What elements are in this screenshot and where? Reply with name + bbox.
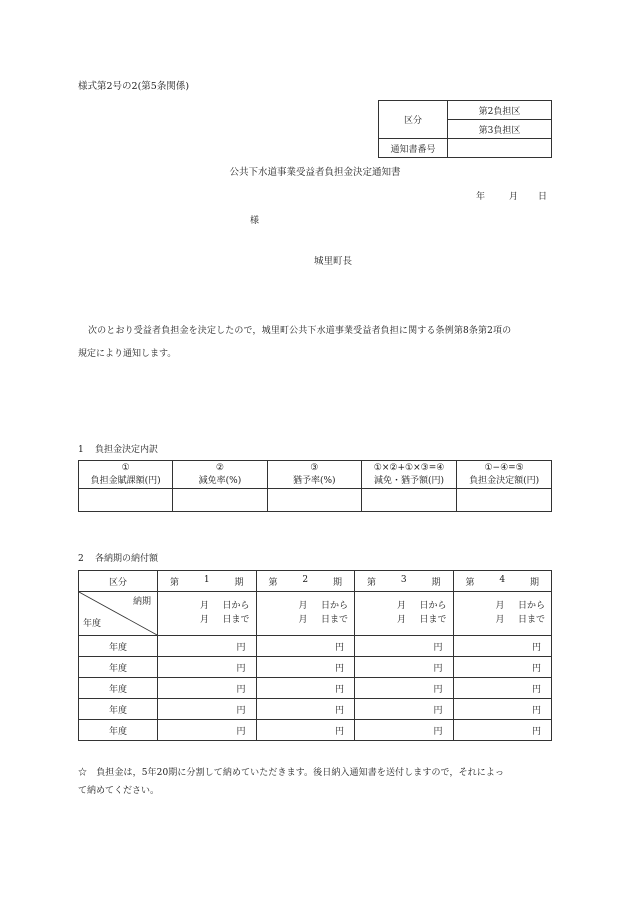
kubun-box [378,100,552,158]
kubun-header: 区分 [79,571,158,592]
yen-cell: 円 [355,678,454,699]
section2-number: 2 [78,554,84,564]
zone-3-label: 第3負担区 [448,120,552,139]
document-title: 公共下水道事業受益者負担金決定通知書 [229,167,401,178]
yen-cell: 円 [158,720,257,741]
period-header: 第 3 期 [355,571,454,592]
period-dates: 月 日から 月 日まで [453,592,552,636]
period-header: 第 1 期 [158,571,257,592]
header-assessed-amount: ① 負担金賦課額(円) [79,461,173,489]
footer-note-line2: て納めてください。 [78,786,160,796]
table-row [79,720,552,741]
yen-cell: 円 [453,678,552,699]
header-reduction-rate: ② 減免率(%) [173,461,267,489]
yen-cell: 円 [453,720,552,741]
date-day: 日 [538,192,548,202]
period-dates: 月 日から 月 日まで [158,592,257,636]
period-header: 第 4 期 [453,571,552,592]
yen-cell: 円 [256,720,355,741]
yen-cell: 円 [158,636,257,657]
installment-table [78,570,552,741]
diagonal-header [79,592,158,636]
table-row [79,657,552,678]
notice-number-value [448,139,552,158]
date-month: 月 [509,192,519,202]
kubun-label: 区分 [379,101,448,139]
nendo-label: 年度 [79,678,158,699]
nendo-label: 年度 [79,720,158,741]
date-year: 年 [476,192,486,202]
body-text-line1: 次のとおり受益者負担金を決定したので，城里町公共下水道事業受益者負担に関する条例第8条第2項の [88,326,512,336]
value-cell [173,489,267,512]
yen-cell: 円 [158,678,257,699]
yen-cell: 円 [256,678,355,699]
header-reduction-amount: ①×②+①×③=④ 減免・猶予額(円) [361,461,456,489]
period-dates: 月 日から 月 日まで [256,592,355,636]
zone-2-label: 第2負担区 [448,101,552,120]
section2-heading: 各納期の納付額 [95,554,159,564]
period-dates: 月 日から 月 日まで [355,592,454,636]
yen-cell: 円 [256,657,355,678]
yen-cell: 円 [158,699,257,720]
yen-cell: 円 [355,636,454,657]
value-cell [457,489,552,512]
addressee-suffix: 様 [250,216,260,226]
header-deferral-rate: ③ 猶予率(%) [267,461,361,489]
form-number: 様式第2号の2(第5条関係) [78,81,190,92]
issuer: 城里町長 [314,256,353,267]
yen-cell: 円 [158,657,257,678]
footer-note-line1: ☆ 負担金は，5年20期に分割して納めていただきます。後日納入通知書を送付しますので，それによっ [78,768,505,778]
burden-breakdown-table [78,460,552,512]
table-row [79,636,552,657]
header-decided-amount: ①−④=⑤ 負担金決定額(円) [457,461,552,489]
period-header: 第 2 期 [256,571,355,592]
diag-nouki-label: 納期 [132,597,151,607]
section1-number: 1 [78,445,84,455]
table-row [79,699,552,720]
value-cell [79,489,173,512]
nendo-label: 年度 [79,657,158,678]
nendo-label: 年度 [79,699,158,720]
diag-nendo-label: 年度 [83,619,102,629]
section1-heading: 負担金決定内訳 [95,445,159,455]
yen-cell: 円 [256,699,355,720]
notice-number-label: 通知書番号 [379,139,448,158]
value-cell [267,489,361,512]
table-row [79,678,552,699]
yen-cell: 円 [453,657,552,678]
yen-cell: 円 [256,636,355,657]
yen-cell: 円 [453,636,552,657]
yen-cell: 円 [355,720,454,741]
value-cell [361,489,456,512]
body-text-line2: 規定により通知します。 [78,349,177,359]
nendo-label: 年度 [79,636,158,657]
yen-cell: 円 [355,699,454,720]
yen-cell: 円 [453,699,552,720]
yen-cell: 円 [355,657,454,678]
